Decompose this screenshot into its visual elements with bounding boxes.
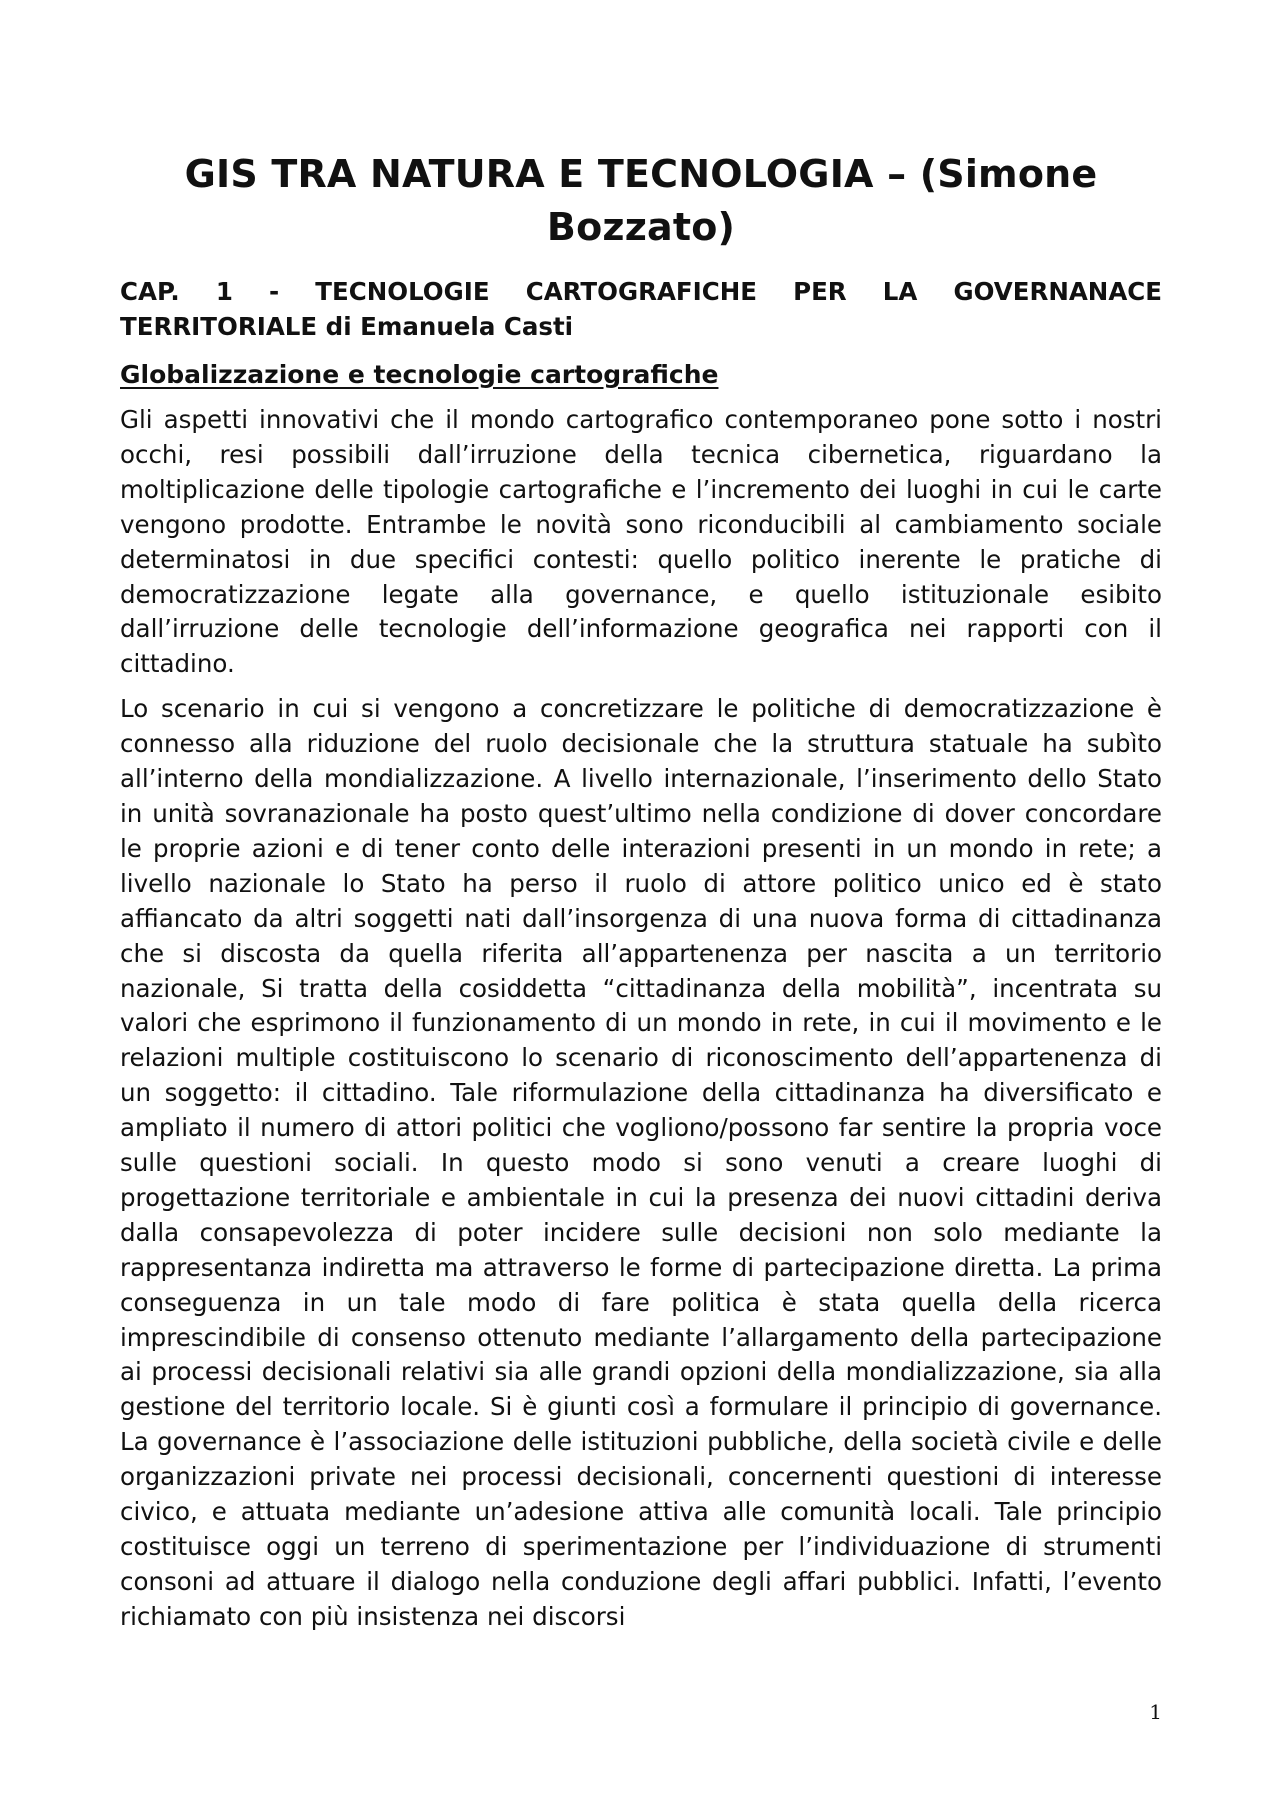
paragraph-1: Gli aspetti innovativi che il mondo cartografico contemporaneo pone sotto i nostri occhi, resi possibili dall’irruzione della tecnica cibernetica, riguardano la moltiplicazione delle tipologie cartografiche e l’incremento dei luoghi in cui le carte vengono prodotte. Entrambe le novità sono riconducibili al cambiamento sociale determinatosi in due specifici contesti: quello politico inerente le pratiche di democratizzazione legate alla governance, e quello istituzionale esibito dall’irruzione delle tecnologie dell’informazione geografica nei rapporti con il cittadino.: [120, 405, 1162, 679]
document-page: [120, 0, 1162, 1635]
chapter-title: CAP. 1 - TECNOLOGIE CARTOGRAFICHE PER LA GOVERNANACE TERRITORIALE di Emanuela Casti: [120, 277, 1162, 341]
section-heading: Globalizzazione e tecnologie cartografiche: [120, 360, 719, 389]
page-number: 1: [1149, 1700, 1162, 1724]
paragraph-2: Lo scenario in cui si vengono a concretizzare le politiche di democratizzazione è connesso alla riduzione del ruolo decisionale che la struttura statuale ha subìto all’interno della mondializzazione. A livello internazionale, l’inserimento dello Stato in unità sovranazionale ha posto quest’ultimo nella condizione di dover concordare le proprie azioni e di tener conto delle interazioni presenti in un mondo in rete; a livello nazionale lo Stato ha perso il ruolo di attore politico unico ed è stato affiancato da altri soggetti nati dall’insorgenza di una nuova forma di cittadinanza che si discosta da quella riferita all’appartenenza per nascita a un territorio nazionale, Si tratta della cosiddetta “cittadinanza della mobilità”, incentrata su valori che esprimono il funzionamento di un mondo in rete, in cui il movimento e le relazioni multiple costituiscono lo scenario di riconoscimento dell’appartenenza di un soggetto: il cittadino. Tale riformulazione della cittadinanza ha diversificato e ampliato il numero di attori politici che vogliono/possono far sentire la propria voce sulle questioni sociali. In questo modo si sono venuti a creare luoghi di progettazione territoriale e ambientale in cui la presenza dei nuovi cittadini deriva dalla consapevolezza di poter incidere sulle decisioni non solo mediante la rappresentanza indiretta ma attraverso le forme di partecipazione diretta. La prima conseguenza in un tale modo di fare politica è stata quella della ricerca imprescindibile di consenso ottenuto mediante l’allargamento della partecipazione ai processi decisionali relativi sia alle grandi opzioni della mondializzazione, sia alla gestione del territorio locale. Si è giunti così a formulare il principio di governance. La governance è l’associazione delle istituzioni pubbliche, della società civile e delle organizzazioni private nei processi decisionali, concernenti questioni di interesse civico, e attuata mediante un’adesione attiva alle comunità locali. Tale principio costituisce oggi un terreno di sperimentazione per l’individuazione di strumenti consoni ad attuare il dialogo nella conduzione degli affari pubblici. Infatti, l’evento richiamato con più insistenza nei discorsi: [120, 694, 1162, 1631]
document-title: GIS TRA NATURA E TECNOLOGIA – (Simone Bozzato): [184, 152, 1098, 249]
